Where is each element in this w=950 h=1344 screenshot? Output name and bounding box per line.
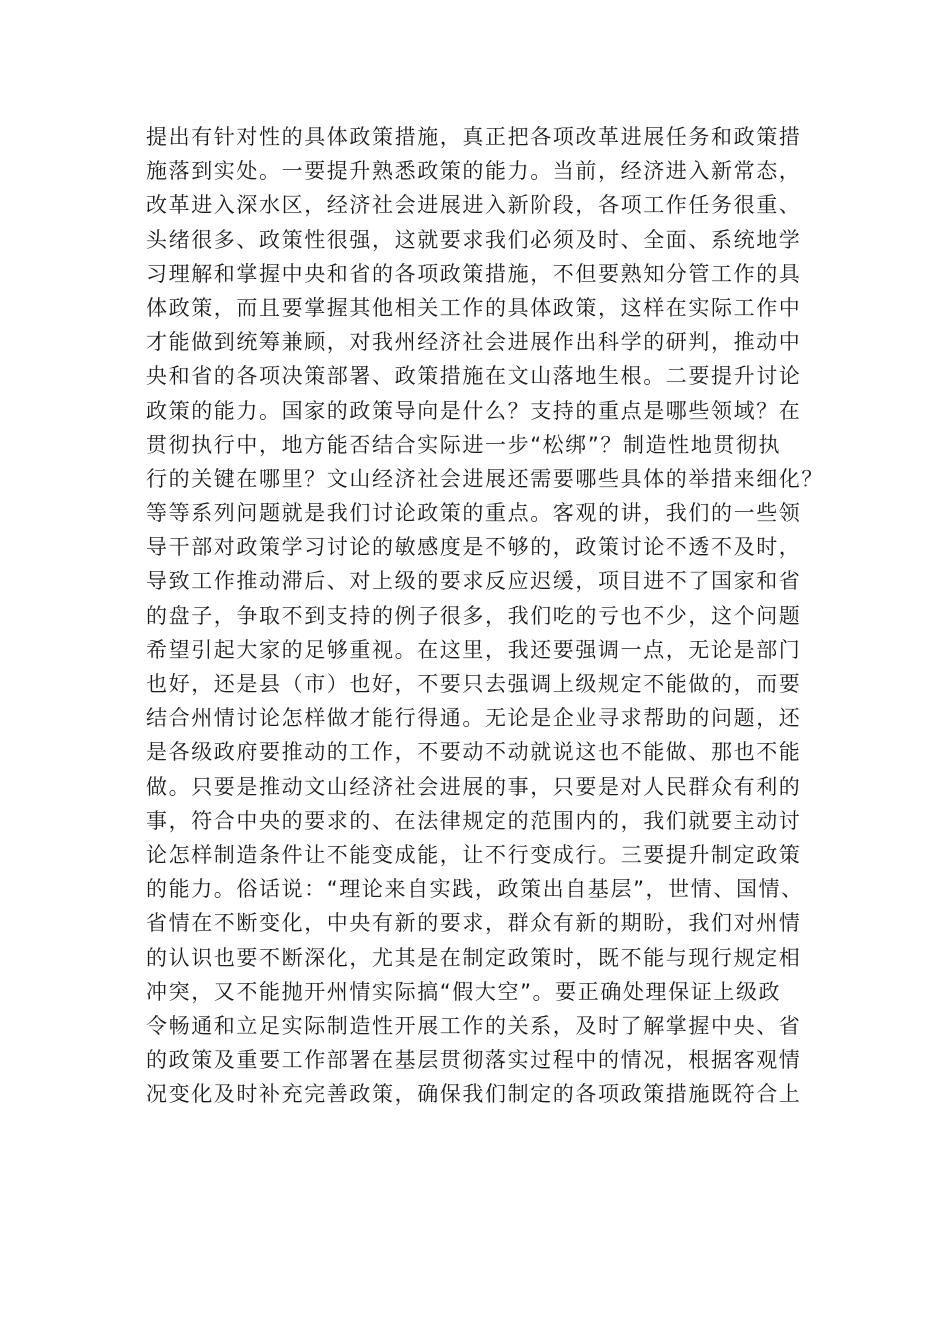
- text-line: 体政策，而且要掌握其他相关工作的具体政策，这样在实际工作中: [146, 295, 802, 320]
- text-line: 改革进入深水区，经济社会进展进入新阶段，各项工作任务很重、: [146, 193, 802, 218]
- text-line: 省情在不断变化，中央有新的要求，群众有新的期盼，我们对州情: [146, 911, 802, 936]
- text-line: 的认识也要不断深化，尤其是在制定政策时，既不能与现行规定相: [146, 945, 802, 970]
- text-line: 希望引起大家的足够重视。在这里，我还要强调一点，无论是部门: [146, 637, 802, 662]
- text-line: 贯彻执行中，地方能否结合实际进一步“松绑”？制造性地贯彻执: [146, 432, 782, 457]
- text-line: 也好，还是县（市）也好，不要只去强调上级规定不能做的，而要: [146, 672, 802, 696]
- text-line: 做。只要是推动文山经济社会进展的事，只要是对人民群众有利的: [146, 774, 802, 799]
- body-text: [146, 120, 836, 1111]
- text-line: 提出有针对性的具体政策措施，真正把各项改革进展任务和政策措: [146, 125, 802, 149]
- text-line: 才能做到统筹兼顾，对我州经济社会进展作出科学的研判，推动中: [146, 330, 802, 355]
- text-line: 况变化及时补充完善政策，确保我们制定的各项政策措施既符合上: [146, 1082, 802, 1107]
- text-line: 论怎样制造条件让不能变成能，让不行变成行。三要提升制定政策: [146, 842, 802, 867]
- text-line: 导干部对政策学习讨论的敏感度是不够的，政策讨论不透不及时，: [146, 535, 802, 560]
- text-line: 冲突，又不能抛开州情实际搞“假大空”。要正确处理保证上级政: [146, 979, 782, 1004]
- text-line: 导致工作推动滞后、对上级的要求反应迟缓，项目进不了国家和省: [146, 569, 802, 594]
- text-line: 的能力。俗话说：“理论来自实践，政策出自基层”，世情、国情、: [146, 877, 804, 902]
- text-line: 的政策及重要工作部署在基层贯彻落实过程中的情况，根据客观情: [146, 1048, 802, 1073]
- text-line: 令畅通和立足实际制造性开展工作的关系，及时了解掌握中央、省: [146, 1013, 802, 1038]
- text-line: 头绪很多、政策性很强，这就要求我们必须及时、全面、系统地学: [146, 227, 802, 252]
- text-line: 施落到实处。一要提升熟悉政策的能力。当前，经济进入新常态，: [146, 159, 802, 184]
- text-line: 等等系列问题就是我们讨论政策的重点。客观的讲，我们的一些领: [146, 501, 802, 526]
- text-line: 的盘子，争取不到支持的例子很多，我们吃的亏也不少，这个问题: [146, 603, 802, 628]
- text-line: 行的关键在哪里？文山经济社会进展还需要哪些具体的举措来细化？: [146, 466, 824, 491]
- text-line: 结合州情讨论怎样做才能行得通。无论是企业寻求帮助的问题，还: [146, 706, 802, 731]
- text-line: 央和省的各项决策部署、政策措施在文山落地生根。二要提升讨论: [146, 364, 802, 389]
- text-line: 是各级政府要推动的工作，不要动不动就说这也不能做、那也不能: [146, 740, 802, 765]
- text-line: 习理解和掌握中央和省的各项政策措施，不但要熟知分管工作的具: [146, 261, 802, 286]
- text-line: 政策的能力。国家的政策导向是什么？支持的重点是哪些领域？在: [146, 398, 802, 423]
- text-line: 事，符合中央的要求的、在法律规定的范围内的，我们就要主动讨: [146, 808, 802, 833]
